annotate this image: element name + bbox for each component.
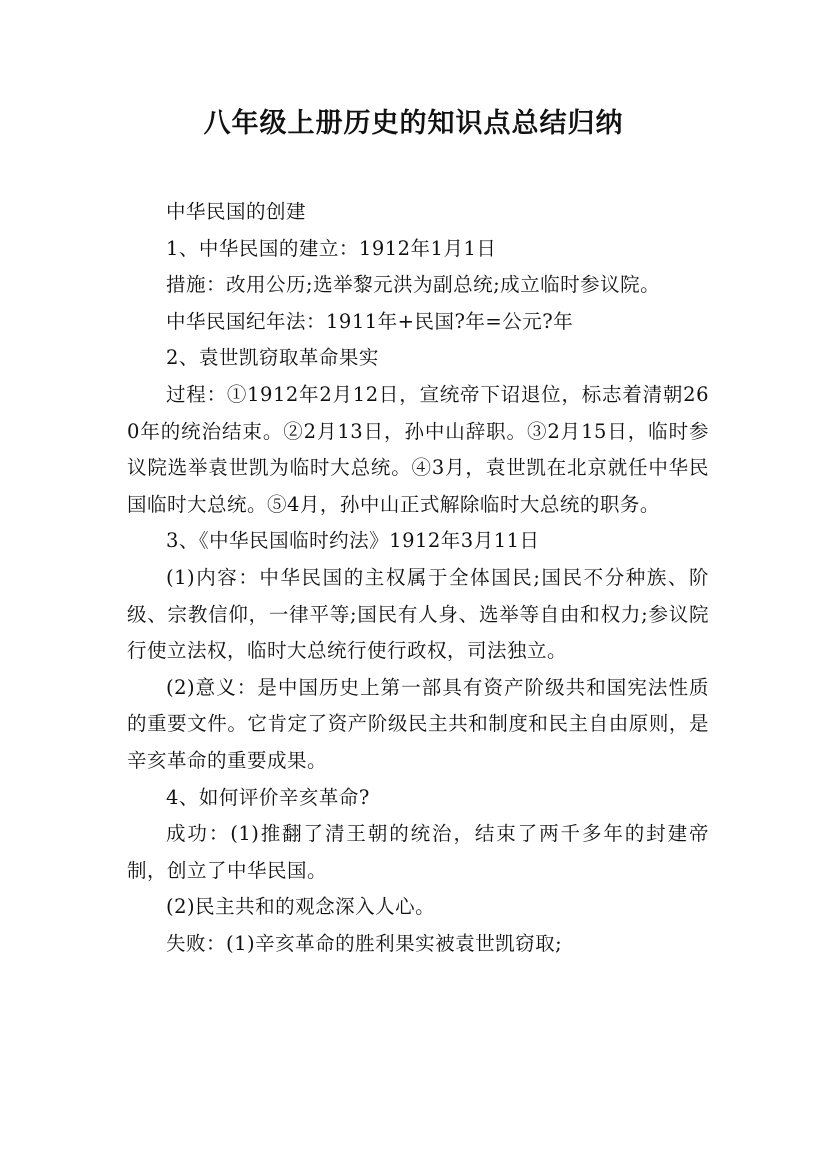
paragraph: 过程：①1912年2月12日，宣统帝下诏退位，标志着清朝260年的统治结束。②2月13日，孙中山辞职。③2月15日，临时参议院选举袁世凯为临时大总统。④3月，袁世凯在北京就任中华民国临时大总统。⑤4月，孙中山正式解除临时大总统的职务。 <box>127 382 709 516</box>
paragraph: (1)内容：中华民国的主权属于全体国民;国民不分种族、阶级、宗教信仰，一律平等;国民有人身、选举等自由和权力;参议院行使立法权，临时大总统行使行政权，司法独立。 <box>127 565 709 663</box>
paragraph: (2)民主共和的观念深入人心。 <box>166 895 436 919</box>
paragraph: 中华民国的创建 <box>166 200 307 223</box>
paragraph: 1、中华民国的建立：1912年1月1日 <box>166 236 497 260</box>
paragraph: 中华民国纪年法：1911年+民国?年=公元?年 <box>166 309 574 333</box>
paragraph: 失败：(1)辛亥革命的胜利果实被袁世凯窃取; <box>166 931 563 955</box>
paragraph: 2、袁世凯窃取革命果实 <box>166 346 379 370</box>
document-title: 八年级上册历史的知识点总结归纳 <box>203 108 624 139</box>
document-body <box>127 194 709 962</box>
paragraph: 3、《中华民国临时约法》1912年3月11日 <box>166 529 540 553</box>
paragraph: (2)意义：是中国历史上第一部具有资产阶级共和国宪法性质的重要文件。它肯定了资产阶级民主共和制度和民主自由原则，是辛亥革命的重要成果。 <box>127 675 709 772</box>
paragraph: 成功：(1)推翻了清王朝的统治，结束了两千多年的封建帝制，创立了中华民国。 <box>127 822 709 882</box>
paragraph: 4、如何评价辛亥革命? <box>166 785 370 809</box>
paragraph: 措施：改用公历;选举黎元洪为副总统;成立临时参议院。 <box>166 273 661 297</box>
